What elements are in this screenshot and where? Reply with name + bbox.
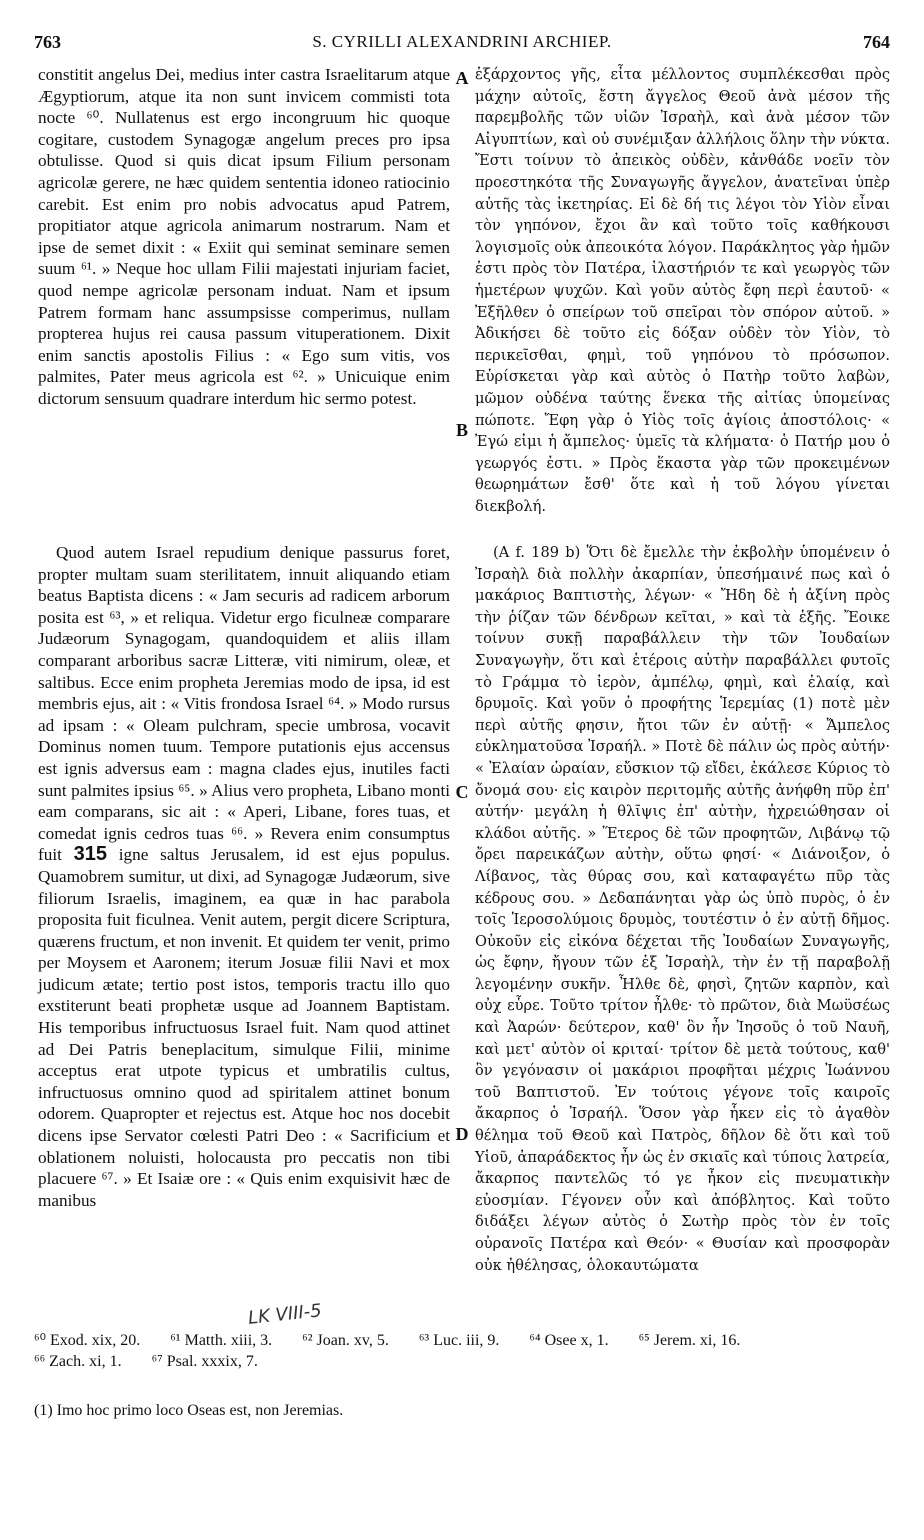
section-marker-b: B [455,420,468,440]
greek-column-top [475,64,890,515]
footnote: ⁶⁰ Exod. xix, 20. [34,1332,141,1349]
section-marker-c: C [455,782,469,802]
footnote: ⁶³ Luc. iii, 9. [418,1332,500,1349]
running-title: S. CYRILLI ALEXANDRINI ARCHIEP. [312,32,612,51]
page-mark-315: 315 [73,843,108,866]
greek-paragraph: ἐξάρχοντος γῆς, εἶτα μέλλοντος συμπλέκεσθαι πρὸς μάχην αὐτοῖς, ἔστη ἄγγελος Θεοῦ ἀνὰ μέσον τῆς παρεμβολῆς τῶν υἱῶν Ἰσραὴλ, καὶ ἀνὰ μέσον τῶν Αἰγυπτίων, καὶ οὐ συνέμιξαν ἀλλήλοις ὅλην τὴν νύκτα. Ἔστι τοίνυν τὸ ἀπεικὸς οὐδὲν, κἀνθάδε νοεῖν τὸν προεστηκότα τῆς Συναγωγῆς ἄγγελον, ἀνατεῖναι ὑπὲρ αὐτῆς τὰς ἱκετηρίας. Εἰ δὲ δή τις λέγοι τὸν Υἱὸν εἶναι τὸν γηπόνον, ἔχοι ἂν καὶ τοῦτο τοῖς καθήκουσι λογισμοῖς οὐκ ἀπεοικότα λόγον. Παράκλητος γὰρ ἡμῶν ἐστι πρὸς τὸν Πατέρα, ἱλαστήριόν τε καὶ γεωργὸς τῶν ἡμετέρων ψυχῶν. Καὶ γοῦν αὐτὸς ἔφη περὶ ἑαυτοῦ· « Ἐξῆλθεν ὁ σπείρων τοῦ σπεῖραι τὸν σπόρον αὐτοῦ. » Ἀδικήσει δὲ τοῦτο εἰς δόξαν οὐδὲν τὸν Υἱὸν, τὸ περικεῖσθαι, φημὶ, τοῦ γηπόνου τὸ πρόσωπον. Εὑρίσκεται γὰρ καὶ αὐτὸς ὁ Πατὴρ τοῦτο λαβὼν, μῶμον οὐδένα ταύτης ἕνεκα τῆς αἰτίας ὑπομείνας πώποτε. Ἔφη γὰρ ὁ Υἱὸς τοῖς ἁγίοις ἀποστόλοις· « Ἐγώ εἰμι ἡ ἄμπελος· ὑμεῖς τὰ κλήματα· ὁ Πατήρ μου ὁ γεωργός ἐστι. » Πρὸς ἕκαστα γὰρ τῶν προκειμένων θεωρημάτων ἔσθ' ὅτε καὶ ἡ τοῦ λόγου γίνεται διεκβολή. [475,66,890,515]
greek-column-bottom [475,542,890,1332]
footnote: ⁶¹ Matth. xiii, 3. [170,1332,273,1349]
greek-paragraph-2: (A f. 189 b) Ὅτι δὲ ἔμελλε τὴν ἐκβολὴν ὑπομένειν ὁ Ἰσραὴλ διὰ πολλὴν ἀκαρπίαν, ὑπεσήμαινέ πως καὶ ὁ μακάριος Βαπτιστὴς, λέγων· « Ἤδη δὲ ἡ ἀξίνη πρὸς τὴν ῥίζαν τῶν δένδρων κεῖται, » καὶ τὰ ἑξῆς. Ἔοικε τοίνυν συκῇ παραβάλλειν τὴν τῶν Ἰουδαίων Συναγωγὴν, ὅτι καὶ ἑτέροις αὐτὴν παραβάλλει φυτοῖς τὸ Γράμμα τὸ ἱερὸν, ἀμπέλῳ, φημὶ, καὶ ἐλαίᾳ, καὶ δρυμοῖς. Καὶ γοῦν ὁ προφήτης Ἱερεμίας (1) ποτὲ μὲν περὶ αὐτῆς φησιν, ἤτοι τῶν ἐν αὐτῇ· « Ἄμπελος εὐκληματοῦσα Ἰσραήλ. » Ποτὲ δὲ πάλιν ὡς πρὸς αὐτήν· « Ἐλαίαν ὡραίαν, εὔσκιον τῷ εἴδει, ἐκάλεσε Κύριος τὸ ὄνομά σου· εἰς καιρὸν περιτομῆς αὐτῆς ἀνήφθη πῦρ ἐπ' αὐτήν· μεγάλη ἡ θλῖψις ἐπ' αὐτὴν, ἠχρειώθησαν οἱ κλάδοι αὐτῆς. » Ἕτερος δὲ τῶν προφητῶν, Λιβάνῳ τῷ ὄρει παρεικάζων αὐτὴν, οὕτω φησί· « Διάνοιξον, ὁ Λίβανος, τὰς θύρας σου, καὶ καταφαγέτω πῦρ τὰς κέδρους σου. » Δεδαπάνηται γὰρ ὡς ὑπὸ πυρὸς, ὁ ἐν τοῖς Ἱεροσολύμοις δρυμὸς, τουτέστιν ὁ ἐν αὐτῇ δῆμος. Οὐκοῦν εἰς εἰκόνα δέχεται τῆς Ἰουδαίων Συναγωγῆς, ὡς ἔφην, ἤγουν τῶν ἐξ Ἰσραὴλ, τὴν ἐν τῇ παραβολῇ λεγομένην συκῆν. Ἦλθε δὲ, φησὶ, ζητῶν καρπὸν, καὶ οὐχ εὗρε. Τοῦτο τρίτον ἦλθε· τὸ πρῶτον, διὰ Μωϋσέως καὶ Ἀαρών· δεύτερον, καθ' ὃν ἦν Ἰησοῦς ὁ τοῦ Ναυῆ, καὶ μετ' αὐτὸν οἱ κριταί· τρίτον δὲ μετὰ τούτους, καθ' ὃν γεγόνασιν οἱ μακάριοι προφῆται μέχρις Ἰωάννου τοῦ Βαπτιστοῦ. Ἐν τούτοις γέγονε τοῖς καιροῖς ἄκαρπος ὁ Ἰσραήλ. Ὅσον γὰρ ἧκεν εἰς τὸ ἀγαθὸν θέλημα τοῦ Θεοῦ καὶ Πατρὸς, δῆλον δὲ ὅτι καὶ τοῦ Υἱοῦ, ἀπαράδεκτος ἦν ὡς ἐν σκιαῖς καὶ τύποις λατρεία, ἄκαρπος παντελῶς τό γε ἧκον εἰς πνευματικὴν εὐοσμίαν. Γέγονεν οὖν καὶ ἀπόβλητος. Καὶ τοῦτο διδάξει λέγων αὐτὸς ὁ Σωτὴρ πρὸς τὸν ἐν τοῖς οὐρανοῖς Πατέρα καὶ Θεόν· « Θυσίαν καὶ προσφορὰν οὐκ ἠθέλησας, ὁλοκαυτώματα [475,544,890,1274]
handwritten-annotation: LK VIII-5 [247,1300,323,1329]
latin-paragraph-2 [38,542,450,1211]
footnote: ⁶² Joan. xv, 5. [302,1332,389,1349]
latin-paragraph: constitit angelus Dei, medius inter castra Israelitarum atque Ægyptiorum, atque ita non sunt invicem commisti tota nocte ⁶⁰. Nullatenus est ergo incongruum hic quoque cogitare, custodem Synagogæ angelum preces pro ipsa obtulisse. Quod si quis dicat ipsum Filium personam agricolæ gerere, ne hæc quidem sententia idoneo ratiocinio carebit. Est enim pro nobis advocatus apud Patrem, propitiator atque agricola animarum nostrarum. Nam et ipse de semet dixit : « Exiit qui seminat seminare semen suum ⁶¹. » Neque hoc ullam Filii majestati injuriam faciet, quod nempe agricolæ personam induat. Nam et ipsum Patrem formam hanc assumpsisse comperimus, nullam propterea hujus rei causa passum vituperationem. Dixit enim sanctis apostolis Filius : « Ego sum vitis, vos palmites, Pater meus agricola est ⁶². » Unicuique enim dictorum sensuum quadrare interdum hic sermo potest. [38,65,450,408]
page-number-right: 764 [863,32,890,52]
footnotes [34,1330,890,1390]
footnote: ⁶⁷ Psal. xxxix, 7. [151,1353,258,1370]
footnote: ⁶⁴ Osee x, 1. [529,1332,609,1349]
section-marker-d: D [455,1124,469,1144]
latin-column-top [38,64,450,504]
footnote: ⁶⁵ Jerem. xi, 16. [638,1332,741,1349]
latin-column-bottom [38,542,450,1332]
footnote: ⁶⁶ Zach. xi, 1. [34,1353,122,1370]
latin-text-part-1: Quod autem Israel repudium denique passurus foret, propter multam suam sterilitatem, innuit aliquando etiam beatus Baptista dicens : « Jam securis ad radicem arborum posita est ⁶³, » et reliqua. Videtur ergo ficulneæ comparare Judæorum Synagogam, quandoquidem et aliis illam comparant arboribus sacræ Litteræ, viti nimirum, oleæ, et saltibus. Ecce enim propheta Jeremias modo de ipsa, id est membris ejus, ait : « Vitis frondosa Israel ⁶⁴. » Modo rursus ad ipsam : « Oleam pulchram, specie umbrosa, vocavit Dominus nomen tuum. Tempore putationis ejus accensus est ignis adversus eam : magna clades ejus, inutiles facti sunt palmites ipsius ⁶⁵. » Alius vero propheta, Libano monti eam comparans, sic ait : « Aperi, Libane, fores tuas, et comedat ignis cedros tuas ⁶⁶. » Revera enim consumptus fuit [38,543,450,865]
section-marker-a: A [455,68,469,88]
footnotes-row-1 [34,1330,890,1351]
footnotes-row-2 [34,1351,890,1372]
page-number-left: 763 [34,32,61,52]
latin-text-part-2: igne saltus Jerusalem, id est ejus populus. Quamobrem sumitur, ut dixi, ad Synagogæ Judæorum, sive filiorum Israelis, imaginem, ea quæ in hac parabola proposita fuit ficulnea. Venit autem, pergit dicere Scriptura, quærens fructum, et non invenit. Et quidem ter venit, primo per Moysem et Aaronem; iterum Josuæ filii Navi et mox judicum ætate; tertio post istos, temporis tractu illo quo exstiterunt beati prophetæ usque ad Joannem Baptistam. His temporibus infructuosus Israel fuit. Nam quod attinet ad Dei Patris beneplacitum, simulque Filii, minime acceptus erat utpote typicus et umbratilis cultus, infructuosus omnino quod ad spiritalem attinet bonum odorem. Quapropter et rejectus est. Atque hoc nos docebit dicens ipse Servator cœlesti Patri Deo : « Sacrificium et oblationem noluisti, holocausta pro peccatis non tibi placuere ⁶⁷. » Et Isaiæ ore : « Quis enim exquisivit hæc de manibus [38,845,450,1210]
page-header [34,32,890,58]
editor-note: (1) Imo hoc primo loco Oseas est, non Jeremias. [34,1402,344,1419]
